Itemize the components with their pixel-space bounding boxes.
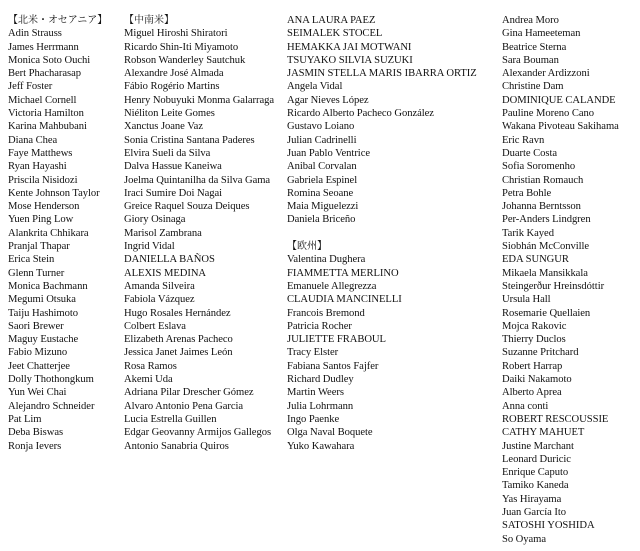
name-item: Anibal Corvalan [287, 161, 357, 173]
name-item: Priscila Nisidozi [8, 174, 78, 186]
name-item: Rosa Ramos [124, 360, 177, 372]
name-list [8, 27, 123, 453]
name-item: Enrique Caputo [502, 467, 569, 479]
name-item: CLAUDIA MANCINELLI [287, 294, 402, 306]
name-item: Gina Hameeteman [502, 28, 581, 40]
name-item: JULIETTE FRABOUL [287, 334, 386, 346]
name-item: Ursula Hall [502, 294, 551, 306]
name-item: Tamiko Kaneda [502, 480, 569, 492]
name-item: Victoria Hamilton [8, 108, 84, 120]
column-3 [287, 14, 502, 453]
name-item: Xanctus Joane Vaz [124, 121, 203, 133]
name-item: Michael Cornell [8, 94, 77, 106]
name-item: Erica Stein [8, 254, 55, 266]
name-item: Pauline Moreno Cano [502, 108, 595, 120]
region-section [502, 14, 640, 546]
name-item: Siobhán McConville [502, 241, 590, 253]
name-item: Lucia Estrella Guillen [124, 413, 217, 425]
name-item: Beatrice Sterna [502, 41, 567, 53]
name-item: Fábio Rogério Martins [124, 81, 220, 93]
name-item: Tracy Elster [287, 347, 339, 359]
name-item: Per-Anders Lindgren [502, 214, 591, 226]
region-section [8, 14, 123, 453]
name-item: Yun Wei Chai [8, 387, 67, 399]
name-item: Justine Marchant [502, 440, 574, 452]
name-item: Jeff Foster [8, 81, 53, 93]
name-item: Marisol Zambrana [124, 227, 202, 239]
name-item: ROBERT RESCOUSSIE [502, 413, 609, 425]
name-item: Dolly Thothongkum [8, 374, 94, 386]
name-item: Patricia Rocher [287, 320, 352, 332]
name-item: Hugo Rosales Hernández [124, 307, 231, 319]
name-item: Petra Bohle [502, 187, 552, 199]
name-item: Suzanne Pritchard [502, 347, 579, 359]
name-item: EDA SUNGUR [502, 254, 569, 266]
name-item: SEIMALEK STOCEL [287, 28, 383, 40]
name-item: Fabio Mizuno [8, 347, 68, 359]
name-item: Andrea Moro [502, 15, 559, 26]
name-item: Antonio Sanabria Quiros [124, 440, 229, 452]
name-item: Daiki Nakamoto [502, 374, 572, 386]
name-item: Dalva Hassue Kaneiwa [124, 161, 222, 173]
name-item: Steingerður Hreinsdóttir [502, 280, 605, 292]
name-item: Diana Chea [8, 134, 58, 146]
region-section [287, 240, 502, 453]
name-item: DANIELLA BAÑOS [124, 254, 215, 266]
name-item: Ricardo Shin-Iti Miyamoto [124, 41, 239, 53]
region-section [287, 14, 502, 227]
name-item: Alvaro Antonio Pena Garcia [124, 400, 244, 412]
name-item: Ricardo Alberto Pacheco González [287, 108, 434, 120]
region-heading: 【欧州】 [287, 241, 327, 253]
name-item: Valentina Dughera [287, 254, 366, 266]
name-item: Robson Wanderley Sautchuk [124, 54, 246, 66]
name-item: Jeet Chatterjee [8, 360, 70, 372]
name-item: Agar Nieves López [287, 94, 369, 106]
name-item: Gustavo Loiano [287, 121, 355, 133]
name-item: Sonia Cristina Santana Paderes [124, 134, 255, 146]
name-item: Greice Raquel Souza Deiques [124, 201, 250, 213]
name-item: James Herrmann [8, 41, 79, 53]
name-item: Bert Phacharasap [8, 68, 82, 80]
name-item: Saori Brewer [8, 320, 64, 332]
name-item: Henry Nobuyuki Monma Galarraga [124, 94, 275, 106]
name-item: Megumi Otsuka [8, 294, 76, 306]
name-item: JASMIN STELLA MARIS IBARRA ORTIZ [287, 68, 477, 80]
name-item: Leonard Duricic [502, 453, 571, 465]
name-item: Pat Lim [8, 413, 42, 425]
name-item: Niéliton Leite Gomes [124, 108, 215, 120]
name-item: Mojca Rakovic [502, 320, 567, 332]
name-item: Daniela Briceño [287, 214, 356, 226]
region-heading: 【中南米】 [124, 15, 174, 26]
name-item: Alejandro Schneider [8, 400, 95, 412]
name-item: Faye Matthews [8, 147, 73, 159]
name-item: Sofia Soromenho [502, 161, 576, 173]
column-4 [502, 14, 640, 546]
name-item: Julian Cadrinelli [287, 134, 357, 146]
name-item: Rosemarie Quellaien [502, 307, 591, 319]
name-item: Amanda Silveira [124, 280, 195, 292]
name-item: Angela Vidal [287, 81, 343, 93]
name-item: Romina Seoane [287, 187, 354, 199]
name-item: Glenn Turner [8, 267, 65, 279]
name-list [287, 253, 502, 452]
name-item: Sara Bouman [502, 54, 559, 66]
name-item: Pranjal Thapar [8, 241, 70, 253]
name-item: Yuen Ping Low [8, 214, 74, 226]
name-item: Johanna Berntsson [502, 201, 581, 213]
name-item: Ryan Hayashi [8, 161, 67, 173]
name-item: Thierry Duclos [502, 334, 566, 346]
name-item: So Oyama [502, 533, 547, 545]
name-item: Joelma Quintanilha da Silva Gama [124, 174, 271, 186]
name-item: Taiju Hashimoto [8, 307, 79, 319]
name-item: Eric Ravn [502, 134, 545, 146]
name-list [124, 27, 284, 453]
name-item: Mose Henderson [8, 201, 80, 213]
name-item: Francois Bremond [287, 307, 365, 319]
name-item: Wakana Pivoteau Sakihama [502, 121, 619, 133]
name-item: Jessica Janet Jaimes León [124, 347, 233, 359]
name-item: ANA LAURA PAEZ [287, 15, 376, 26]
region-heading: 【北米・オセアニア】 [8, 15, 108, 26]
name-item: Juan Pablo Ventrice [287, 147, 370, 159]
name-item: Maia Miguelezzi [287, 201, 359, 213]
name-item: Yuko Kawahara [287, 440, 355, 452]
name-item: Olga Naval Boquete [287, 427, 373, 439]
name-item: Emanuele Allegrezza [287, 280, 377, 292]
name-item: Maguy Eustache [8, 334, 79, 346]
name-item: Alankrita Chhikara [8, 227, 89, 239]
name-item: Adin Strauss [8, 28, 62, 40]
name-item: Robert Harrap [502, 360, 563, 372]
name-item: Christine Dam [502, 81, 564, 93]
name-item: Edgar Geovanny Armijos Gallegos [124, 427, 272, 439]
name-item: Akemi Uda [124, 374, 173, 386]
name-item: Deba Biswas [8, 427, 64, 439]
name-item: Kente Johnson Taylor [8, 187, 100, 199]
name-item: CATHY MAHUET [502, 427, 585, 439]
name-item: Miguel Hiroshi Shiratori [124, 28, 228, 40]
name-item: Iraci Sumire Doi Nagai [124, 187, 223, 199]
name-list [502, 14, 640, 546]
name-item: FIAMMETTA MERLINO [287, 267, 399, 279]
name-item: Fabiana Santos Fajfer [287, 360, 379, 372]
name-item: Karina Mahbubani [8, 121, 87, 133]
name-item: Ingo Paenke [287, 413, 340, 425]
name-list [287, 14, 502, 227]
region-section [124, 14, 284, 453]
name-item: Julia Lohrmann [287, 400, 354, 412]
name-item: Giory Osinaga [124, 214, 186, 226]
name-item: Christian Romauch [502, 174, 584, 186]
name-item: SATOSHI YOSHIDA [502, 520, 595, 532]
name-item: Ingrid Vidal [124, 241, 175, 253]
name-item: Anna conti [502, 400, 549, 412]
name-item: Martin Weers [287, 387, 344, 399]
name-item: ALEXIS MEDINA [124, 267, 207, 279]
column-2 [124, 14, 284, 453]
column-1 [8, 14, 123, 453]
name-item: DOMINIQUE CALANDE [502, 94, 616, 106]
name-item: HEMAKKA JAI MOTWANI [287, 41, 412, 53]
name-item: Alexander Ardizzoni [502, 68, 590, 80]
name-item: Yas Hirayama [502, 493, 562, 505]
name-item: Elizabeth Arenas Pacheco [124, 334, 233, 346]
name-item: Adriana Pilar Drescher Gómez [124, 387, 254, 399]
name-item: TSUYAKO SILVIA SUZUKI [287, 54, 413, 66]
name-item: Duarte Costa [502, 147, 558, 159]
name-item: Juan García Ito [502, 506, 566, 518]
name-item: Monica Soto Ouchi [8, 54, 91, 66]
name-item: Tarik Kayed [502, 227, 554, 239]
name-item: Alexandre José Almada [124, 68, 224, 80]
name-item: Gabriela Espinel [287, 174, 358, 186]
name-item: Elvira Sueli da Silva [124, 147, 211, 159]
name-item: Colbert Eslava [124, 320, 186, 332]
name-item: Monica Bachmann [8, 280, 88, 292]
name-item: Fabiola Vázquez [124, 294, 195, 306]
name-item: Ronja Ievers [8, 440, 62, 452]
name-item: Alberto Aprea [502, 387, 562, 399]
name-item: Richard Dudley [287, 374, 354, 386]
name-item: Mikaela Mansikkala [502, 267, 588, 279]
